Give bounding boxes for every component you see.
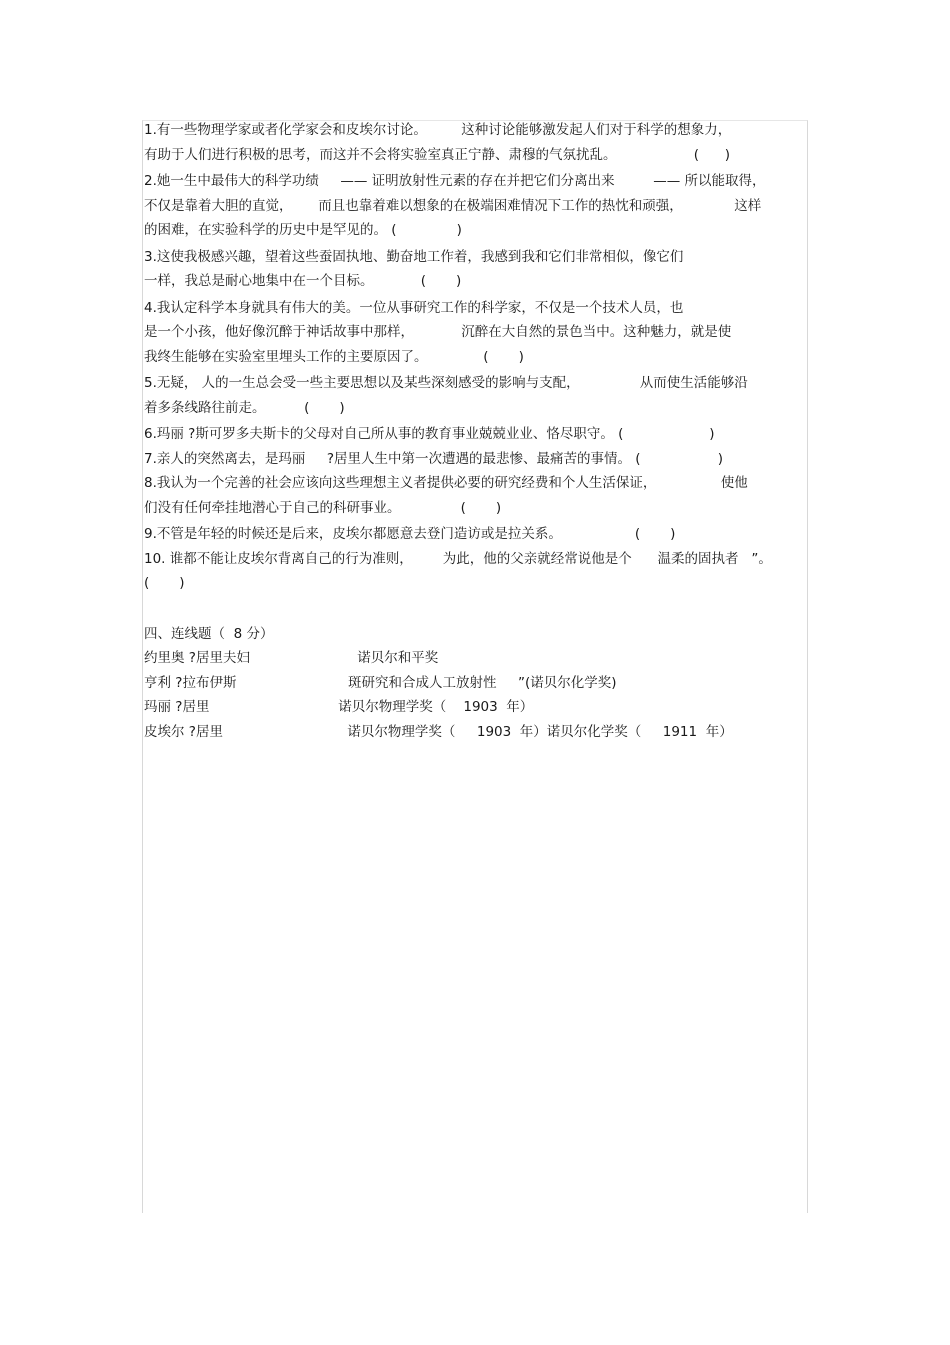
- question-4-line-1: 4.我认定科学本身就具有伟大的美。一位从事研究工作的科学家，不仅是一个技术人员，也: [144, 299, 684, 316]
- question-5-line-2: 着多条线路往前走。 ( ): [144, 399, 345, 416]
- question-7-line-1: 7.亲人的突然离去，是玛丽 ?居里人生中第一次遭遇的最悲惨、最痛苦的事情。 ( ): [144, 450, 724, 467]
- question-3: [144, 245, 816, 294]
- question-10-line-1: 10. 谁都不能让皮埃尔背离自己的行为准则， 为此，他的父亲就经常说他是个 温柔的固执者 ”。: [144, 550, 772, 567]
- section-4-title: 四、连线题（ 8 分）: [144, 625, 274, 642]
- question-4: [144, 296, 816, 370]
- question-4-line-3: 我终生能够在实验室里埋头工作的主要原因了。 ( ): [144, 348, 524, 365]
- question-10: [144, 547, 816, 596]
- matching-row-1: 约里奥 ?居里夫妇 诺贝尔和平奖: [144, 650, 439, 666]
- question-6: [144, 422, 816, 447]
- question-1: [144, 118, 816, 167]
- question-5: [144, 371, 816, 420]
- question-2-line-1: 2.她一生中最伟大的科学功绩 —— 证明放射性元素的存在并把它们分离出来 —— 所以能取得，: [144, 173, 766, 189]
- question-8-line-1: 8.我认为一个完善的社会应该向这些理想主义者提供必要的研究经费和个人生活保证， 使他: [144, 475, 748, 491]
- matching-row-3: 玛丽 ?居里 诺贝尔物理学奖（ 1903 年）: [144, 699, 534, 715]
- question-1-line-1: 1.有一些物理学家或者化学家会和皮埃尔讨论。 这种讨论能够激发起人们对于科学的想象力，: [144, 122, 732, 138]
- question-6-line-1: 6.玛丽 ?斯可罗多夫斯卡的父母对自己所从事的教育事业兢兢业业、恪尽职守。 ( ): [144, 426, 715, 442]
- question-2-line-2: 不仅是靠着大胆的直觉， 而且也靠着难以想象的在极端困难情况下工作的热忱和顽强， 这样: [144, 197, 762, 214]
- matching-row-4: 皮埃尔 ?居里 诺贝尔物理学奖（ 1903 年）诺贝尔化学奖（ 1911 年）: [144, 723, 733, 740]
- question-7: [144, 447, 816, 472]
- question-8: [144, 471, 816, 520]
- question-1-line-2: 有助于人们进行积极的思考，而这并不会将实验室真正宁静、肃穆的气氛扰乱。 ( ): [144, 146, 731, 163]
- question-2: [144, 169, 816, 243]
- matching-list: [144, 646, 816, 744]
- question-9-line-1: 9.不管是年轻的时候还是后来，皮埃尔都愿意去登门造访或是拉关系。 ( ): [144, 526, 676, 542]
- question-3-line-1: 3.这使我极感兴趣，望着这些蚕固执地、勤奋地工作着，我感到我和它们非常相似，像它们: [144, 248, 684, 265]
- question-9: [144, 522, 816, 547]
- question-8-line-2: 们没有任何牵挂地潜心于自己的科研事业。 ( ): [144, 499, 502, 516]
- question-10-line-2: ( ): [144, 575, 185, 591]
- question-2-line-3: 的困难，在实验科学的历史中是罕见的。 ( ): [144, 222, 462, 238]
- question-4-line-2: 是一个小孩，他好像沉醉于神话故事中那样， 沉醉在大自然的景色当中。这种魅力，就是使: [144, 324, 732, 340]
- matching-row-2: 亨利 ?拉布伊斯 斑研究和合成人工放射性 ”(诺贝尔化学奖): [144, 674, 617, 691]
- document-content: [144, 118, 816, 744]
- question-5-line-1: 5.无疑， 人的一生总会受一些主要思想以及某些深刻感受的影响与支配， 从而使生活能够沿: [144, 375, 748, 391]
- question-3-line-2: 一样，我总是耐心地集中在一个目标。 ( ): [144, 273, 462, 289]
